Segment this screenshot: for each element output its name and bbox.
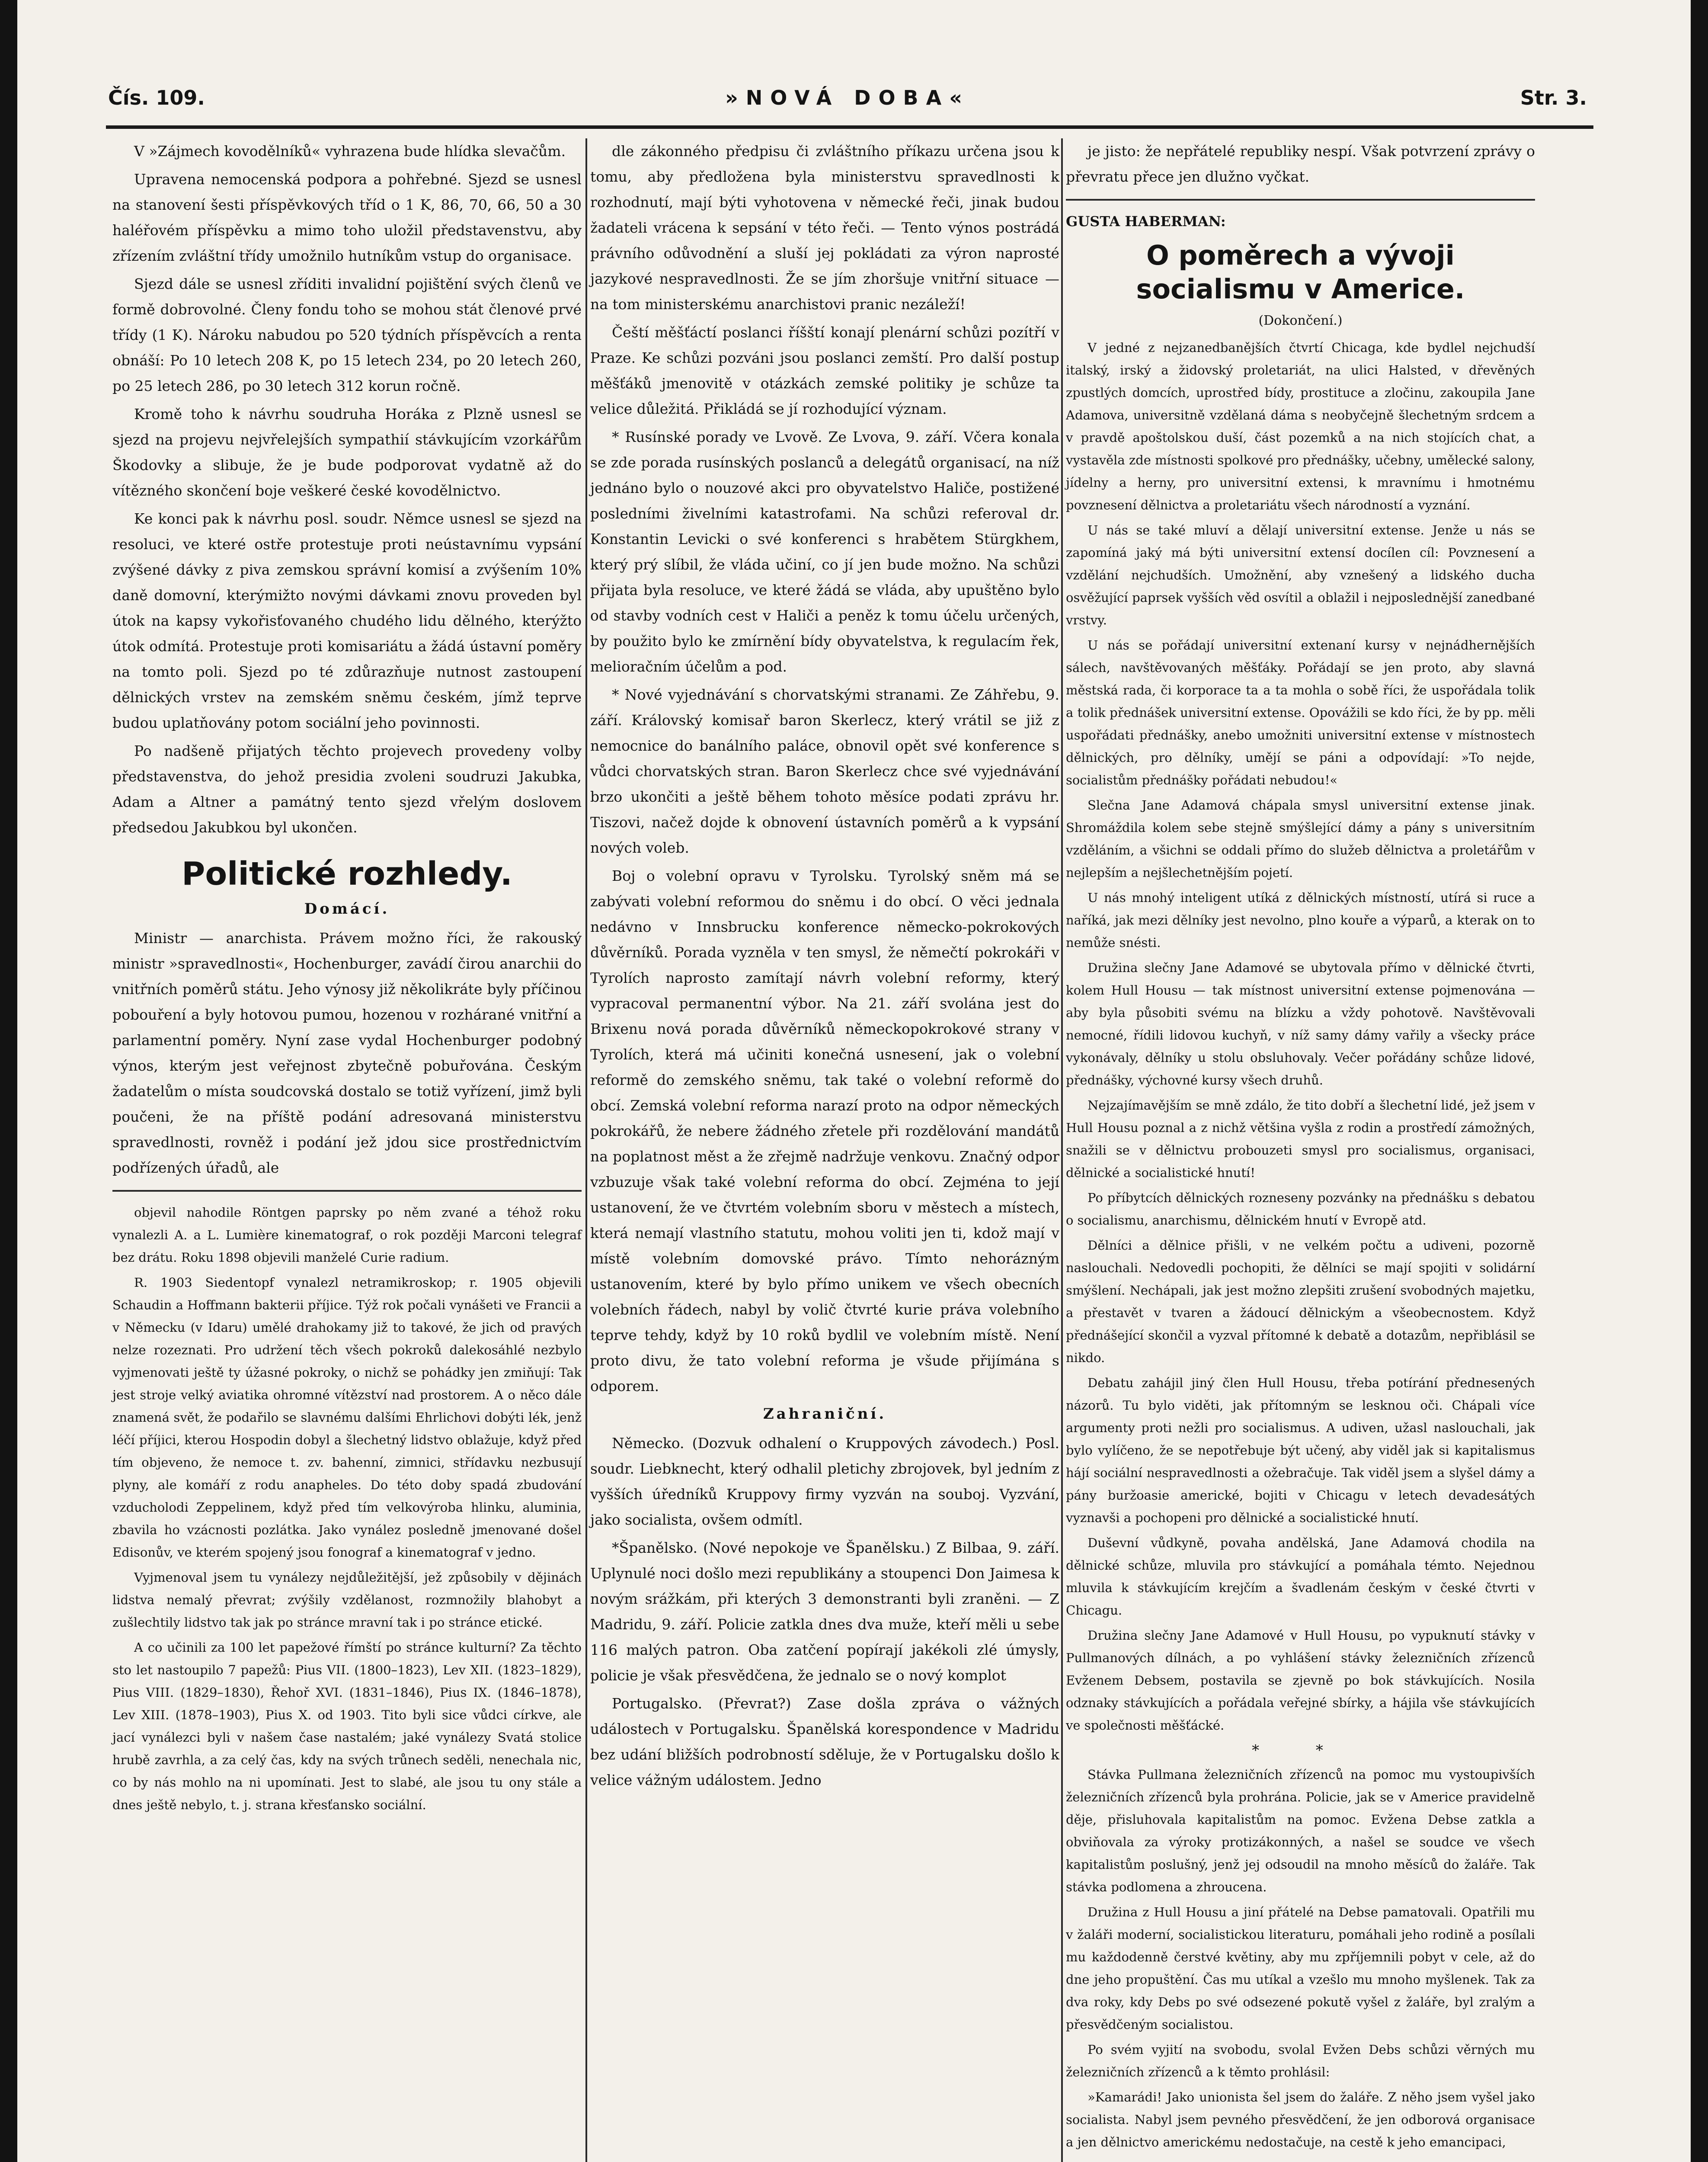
foreign-news-heading: Zahraniční. <box>763 1405 887 1423</box>
section-subtitle: Domácí. <box>304 900 390 918</box>
paragraph: je jisto: že nepřátelé republiky nespí. Však potvrzení zprávy o převratu přece jen dlužno vyčkat. <box>1066 143 1535 185</box>
column-rule-1 <box>585 138 587 2162</box>
article-paragraph: Dělníci a dělnice přišli, v ne velkém počtu a udiveni, pozorně naslouchali. Nedovedli pochopiti, že dělníci se mají spojiti v solidární smýšlení. Nechápali, jak jest možno zlepšiti zrušení svobodných majetku, a přestavět v tvaren a žádoucí dělnickým a všeobecnostem. Když přednášející skončil a vyzval přítomné k debatě a dotazům, nepřiblásil se nikdo. <box>1066 1238 1535 1365</box>
article-paragraph: Stávka Pullmana železničních zřízenců na pomoc mu vystoupivších železničních zřízenců byla prohrána. Policie, jak se v Americe pravidelně děje, přisluhovala kapitalistům na pomoc. Evžena Debse zatkla a obviňovala za výroky protizákonných, a našel se soudce ve všech kapitalistům poslušný, jenž jej odsoudil na mnoho měsíců do žaláře. Tak stávka podlomena a zhroucena. <box>1066 1767 1535 1894</box>
author-byline: GUSTA HABERMAN: <box>1066 213 1226 230</box>
paragraph: Portugalsko. (Převrat?) Zase došla zpráva o vážných událostech v Portugalsku. Španělská korespondence v Madridu bez udání bližších podrobností sděluje, že v Portugalsku došlo k velice vážným událostem. Jedno <box>590 1695 1059 1788</box>
section-separator-stars: * * <box>1252 1742 1349 1759</box>
article-paragraph: Debatu zahájil jiný člen Hull Housu, třeba potírání přednesených názorů. Tu bylo viděti, jak přítomným se lesknou oči. Chápali více argumenty proti nežli pro socialismus. A udiven, užasl naslouchali, jak bylo vylíčeno, že se nepotřebuje být učený, aby viděl jak si kapitalismus hájí sociální nespravedlnosti a ožebračuje. Tak viděl jsem a slyšel dámy a pány buržoasie americké, bojiti v Chicagu v letech devadesátých vyznavši a pochopeni pro dělnické a socialistické hnutí. <box>1066 1375 1535 1525</box>
issue-number: Čís. 109. <box>108 86 205 109</box>
column-3 <box>1066 138 1535 2156</box>
article-paragraph: U nás se pořádají universitní extenaní kursy v nejnádhernějších sálech, navštěvovaných měšťáky. Pořádají se jen proto, aby slavná městská rada, či korporace ta a ta mohla o sobě říci, že uspořádala tolik a tolik přednášek universitní extense. Opovážili se kdo říci, že by pp. měli uspořádati přednášky, anebo umožniti universitní extense v místnostech dělnických, pro dělníky, umějí se páni a odpovídají: »To nejde, socialistům přednášky pořádati nebudou!« <box>1066 638 1535 787</box>
page-number: Str. 3. <box>1520 86 1587 109</box>
article-paragraph: Po svém vyjití na svobodu, svolal Evžen Debs schůzi věrných mu železničních zřízenců a k těmto prohlásil: <box>1066 2042 1535 2079</box>
paragraph: Německo. (Dozvuk odhalení o Kruppových závodech.) Posl. soudr. Liebknecht, který odhalil pletichy zbrojovek, byl jedním z vyšších úředníků Kruppovy firmy vyzván na souboj. Vyzvání, jako socialista, ovšem odmítl. <box>590 1435 1059 1528</box>
article-paragraph: V jedné z nejzanedbanějších čtvrtí Chicaga, kde bydlel nejchudší italský, irský a židovský proletariát, na ulici Halsted, v dřevěných zpustlých domcích, uprostřed bídy, prostituce a zločinu, zakoupila Jane Adamova, universitně vzdělaná dáma s neobyčejně šlechetným srdcem a v pravdě apoštolskou duší, část pozemků a na nich stojících chat, a vystavěla zde místnosti spolkové pro přednášky, učebny, umělecké salony, jídelny a herny, pro universitní extensi, k mravnímu i hmotnému povznesení dělnictva a proletariátu všech národností a vyznání. <box>1066 340 1535 512</box>
article-paragraph: Družina slečny Jane Adamové v Hull Housu, po vypuknutí stávky v Pullmanových dílnách, a po vyhlášení stávky železničních zřízenců Evženem Debsem, postavila se zjevně po bok stávkujících. Nosila odznaky stávkujících a pořádala veřejné sbírky, a hájila vše stávkujících ve společnosti měšťácké. <box>1066 1628 1535 1733</box>
article-paragraph: Družina slečny Jane Adamové se ubytovala přímo v dělnické čtvrti, kolem Hull Housu — tak místnost universitní extense pojmenována — aby byla působiti svému na blízku a vždy pohotově. Navštěvovali nemocné, řídili lidovou kuchyň, v níž samy dámy vařily a všecky práce vykonávaly, dělníky u stolu obsluhovaly. Večer pořádány schůze lidové, přednášky, výchovné kursy všech druhů. <box>1066 960 1535 1087</box>
column-rule-2 <box>1061 138 1063 2162</box>
paragraph: V »Zájmech kovodělníků« vyhrazena bude hlídka slevačům. <box>134 143 566 160</box>
paragraph: Ke konci pak k návrhu posl. soudr. Němce usnesl se sjezd na resoluci, ve které ostře protestuje proti neústavnímu vypsání zvýšené dávky z piva zemskou správní komisí a zvýšením 10% daně domovní, kterýmižto novými dávkami znovu proveden byl útok na kapsy vykořisťovaného chudého lidu dělného, kterýžto útok odmítá. Protestuje proti komisariátu a žádá ústavní poměry na tomto poli. Sjezd po té zdůrazňuje nutnost zastoupení dělnických vrstev na zemském sněmu českém, jímž teprve budou uplatňovány potom sociální jeho povinnosti. <box>112 510 582 731</box>
paragraph: * Nové vyjednávání s chorvatskými stranami. Ze Záhřebu, 9. září. Královský komisař baron Skerlecz, který vrátil se již z nemocnice do banálního paláce, obnovil opět své konference s vůdci chorvatských stran. Baron Skerlecz chce své vyjednávání brzo ukončiti a ještě během tohoto měsíce podati zprávu hr. Tiszovi, načež dojde k obnovení ústavních poměrů a k vypsání nových voleb. <box>590 686 1059 856</box>
feuilleton-paragraph: objevil nahodile Röntgen paprsky po něm zvané a téhož roku vynalezli A. a L. Lumière kinematograf, o rok později Marconi telegraf bez drátu. Roku 1898 objevili manželé Curie radium. <box>112 1205 582 1265</box>
article-paragraph: Duševní vůdkyně, povaha andělská, Jane Adamová chodila na dělnické schůze, mluvila pro stávkující a pomáhala témto. Nejednou mluvila k stávkujícím krejčím a švadlenám českým v české čtvrti v Chicagu. <box>1066 1535 1535 1618</box>
masthead-title: »NOVÁ DOBA« <box>725 86 970 109</box>
paragraph: Po nadšeně přijatých těchto projevech provedeny volby představenstva, do jehož presidia zvoleni soudruzi Jakubka, Adam a Altner a památný tento sjezd vřelým doslovem předsedou Jakubkou byl ukončen. <box>112 742 582 836</box>
column-1 <box>112 138 582 1819</box>
feuilleton-paragraph: Vyjmenoval jsem tu vynálezy nejdůležitější, jež způsobily v dějinách lidstva nemalý převrat; zvýšily vzdělanost, rozmnožily blahobyt a zušlechtily lidstvo tak jak po stránce mravní tak i po stránce etické. <box>112 1570 582 1630</box>
column-divider <box>112 1190 582 1192</box>
paragraph: Boj o volební opravu v Tyrolsku. Tyrolský sněm má se zabývati volební reformou do sněmu i do obcí. O věci jednala nedávno v Innsbrucku konference německo-pokrokových důvěrníků. Porada vyzněla v ten smysl, že němečtí pokrokáři v Tyrolích naprosto zamítají návrh volební reformy, který vypracoval permanentní výbor. Na 21. září svolána jest do Brixenu nová porada důvěrníků německopokrokové strany v Tyrolích, která má učiniti konečná usnesení, jak o volební reformě do zemského sněmu, tak také o volební reformě do obcí. Zemská volební reforma narazí proto na odpor německých pokrokářů, že nebere žádného zřetele při rozdělování mandátů na poplatnost měst a že zřejmě nadržuje venkovu. Značný odpor vzbuzuje však také volební reforma do obcí. Zejména to její ustanovení, že ve čtvrtém volebním sboru v městech a místech, která nemají vlastního statutu, mohou voliti jen ti, kdož mají v místě volebním domovské právo. Tímto nehorázným ustanovením, které by bylo přímo unikem ve všech obecních volebních řádech, nabyl by volič čtvrté kurie práva volebního teprve tehdy, když by 10 roků bydlil ve volebním místě. Není proto divu, že tato volební reforma je všude přijímána s odporem. <box>590 867 1059 1394</box>
paragraph: Upravena nemocenská podpora a pohřebné. Sjezd se usnesl na stanovení šesti příspěvkových tříd o 1 K, 86, 70, 66, 50 a 30 haléřovém příspěvku a mimo toho uložil představenstvu, aby zřízením zvláštní třídy umožnilo hutníkům vstup do organisace. <box>112 171 582 264</box>
article-continued: (Dokončení.) <box>1258 313 1343 328</box>
column-2 <box>590 138 1059 1795</box>
paragraph: Ministr — anarchista. Právem možno říci, že rakouský ministr »spravedlnosti«, Hochenburger, zavádí čirou anarchii do vnitřních poměrů státu. Jeho výnosy již několikráte byly příčinou pobouření a byly hotovou pumou, hozenou v rozhárané vnitřní a parlamentní poměry. Nyní zase vydal Hochenburger podobný výnos, kterým jest veřejnost zbytečně pobuřována. Českým žadatelům o místa soudcovská dostalo se totiž vyřízení, jimž byli poučeni, že na příště podání adresovaná ministerstvu spravedlnosti, rovněž i podání jež jdou sice prostřednictvím podřízených úřadů, ale <box>112 930 582 1176</box>
paragraph: dle zákonného předpisu či zvláštního příkazu určena jsou k tomu, aby předložena byla ministerstvu spravedlnosti k rozhodnutí, mají býti vyhotovena v německé řeči, jinak budou žadateli vrácena k sepsání v této řeči. — Tento výnos postrádá právního odůvodnění a sluší jej pokládati za výron naprosté jazykové nespravedlnosti. Že se jím zhoršuje vnitřní situace — na tom ministerskému anarchistovi pranic nezáleží! <box>590 143 1059 313</box>
feuilleton-paragraph: A co učinili za 100 let papežové římští po stránce kulturní? Za těchto sto let nastoupilo 7 papežů: Pius VII. (1800–1823), Lev XII. (1823–1829), Pius VIII. (1829–1830), Řehoř XVI. (1831–1846), Pius IX. (1846–1878), Lev XIII. (1878–1903), Pius X. od 1903. Tito byli sice vůdci církve, ale jací vynálezci byli v našem čase nastalém; jaké vynálezy Svatá stolice hrubě zavrhla, a za celý čas, kdy na svých trůnech seděli, nenechala nic, co by nás mohlo na ni upomínati. Jest to slabé, ale jsou tu ony stále a dnes ještě nebylo, t. j. strana křesťansko sociální. <box>112 1640 582 1812</box>
feuilleton-paragraph: R. 1903 Siedentopf vynalezl netramikroskop; r. 1905 objevili Schaudin a Hoffmann bakterii příjice. Týž rok počali vynášeti ve Francii a v Německu (v Idaru) umělé drahokamy již to takové, že jich od pravých nelze rozeznati. Pro udržení těch všech pokroků dalekosáhlé nezbylo vyjmenovati ještě ty úžasné pokroky, o nichž se pohádky jen zmiňují: Tak jest stroje velký aviatika ohromné vítězství nad prostorem. A o něco dále znamená svět, že podařilo se slavnému dalšími Ehrlichovi dobýti lék, jenž léčí příjici, kterou Hospodin dobyl a šlechetný lidstvo oblažuje, když před tím objeveno, že nemoce t. zv. bahenní, zimnici, střídavku nezbusují plyny, ale komáří z rodu anapheles. Do této doby spadá zbudování vzducholodi Zeppelinem, když před tím velkovýroba hlinku, aluminia, zbavila ho vzácnosti pozlátka. Jako vynález posledně jmenované došel Edisonův, ve kterém spojený jsou fonograf a kinematograf v jedno. <box>112 1275 582 1560</box>
article-paragraph: U nás se také mluví a dělají universitní extense. Jenže u nás se zapomíná jaký má býti universitní extensí docílen cíl: Povznesení a vzdělání nejchudších. Umožnění, aby vznešený a lidského ducha osvěžující paprsek vyšších věd osvítil a oblažil i nejposlednější zanedbané vrstvy. <box>1066 523 1535 627</box>
article-paragraph: Po příbytcích dělnických rozneseny pozvánky na přednášku s debatou o socialismu, anarchismu, dělnickém hnutí v Evropě atd. <box>1066 1190 1535 1228</box>
page-header <box>108 80 1587 115</box>
paragraph: Čeští měšťáctí poslanci říšští konají plenární schůzi pozítří v Praze. Ke schůzi pozváni jsou poslanci zemští. Pro další postup měšťáků jmenovitě v otázkách zemské politiky je schůze ta velice důležitá. Přikládá se jí rozhodující význam. <box>590 324 1059 417</box>
paragraph: Sjezd dále se usnesl zříditi invalidní pojištění svých členů ve formě dobrovolné. Členy fondu toho se mohou stát členové prvé třídy (1 K). Nároku nabudou po 520 týdních příspěvcích a renta obnáší: Po 10 letech 208 K, po 15 letech 234, po 20 letech 260, po 25 letech 286, po 30 letech 312 korun ročně. <box>112 275 582 394</box>
paragraph: * Rusínské porady ve Lvově. Ze Lvova, 9. září. Včera konala se zde porada rusínských poslanců a delegátů organisací, na níž jednáno bylo o nouzové akci pro obyvatelstvo Haliče, postižené posledními živelními katastrofami. Na schůzi referoval dr. Konstantin Levicki o své konferenci s hrabětem Stürgkhem, který prý slíbil, že vláda učiní, co jí jen bude možno. Na schůzi přijata byla resoluce, ve které žádá se vláda, aby upuštěno bylo od stavby vodních cest v Haliči a peněz k tomu účelu určených, by použito bylo ke zmírnění bídy obyvatelstva, k regulacím řek, melioračním účelům a pod. <box>590 429 1059 675</box>
article-title: O poměrech a vývoji socialismu v Americe. <box>1136 240 1465 305</box>
section-title: Politické rozhledy. <box>182 855 512 892</box>
article-paragraph: »Kamarádi! Jako unionista šel jsem do žaláře. Z něho jsem vyšel jako socialista. Nabyl jsem pevného přesvědčení, že jen odborová organisace a jen dělnictvo americkému nedostačuje, na cestě k jeho emancipaci, <box>1066 2090 1535 2149</box>
column-divider <box>1066 199 1535 201</box>
newspaper-page <box>17 0 1691 2162</box>
paragraph: *Španělsko. (Nové nepokoje ve Španělsku.) Z Bilbaa, 9. září. Uplynulé noci došlo mezi republikány a stoupenci Don Jaimesa k novým srážkám, při kterých 3 demonstranti byli zraněni. — Z Madridu, 9. září. Policie zatkla dnes dva muže, kteří měli u sebe 116 malých patron. Oba zatčení popírají jakékoli zlé úmysly, policie je však přesvědčena, že jednalo se o nový komplot <box>590 1539 1059 1684</box>
article-paragraph: Družina z Hull Housu a jiní přátelé na Debse pamatovali. Opatřili mu v žaláři moderní, socialistickou literaturu, pomáhali jeho rodině a posílali mu každodenně čerstvé květiny, aby mu zpříjemnili pobyt v cele, až do dne jeho propuštění. Čas mu utíkal a vzešlo mu mnoho myšlenek. Tak za dva roky, kdy Debs po své odsezené pokutě vyšel z žaláře, byl zralým a přesvědčeným socialistou. <box>1066 1905 1535 2032</box>
article-paragraph: Nejzajímavějším se mně zdálo, že tito dobří a šlechetní lidé, jež jsem v Hull Housu poznal a z nichž většina vyšla z rodin a prostředí zámožných, snažili se v dělnictvu probouzeti smysl pro socialismus, organisaci, dělnické a socialistické hnutí! <box>1066 1098 1535 1180</box>
header-rule <box>106 125 1593 129</box>
article-paragraph: U nás mnohý inteligent utíká z dělnických místností, utírá si ruce a naříká, jak mezi dělníky jest nevolno, plno kouře a výparů, a kterak on to nemůže snésti. <box>1066 890 1535 950</box>
article-paragraph: Slečna Jane Adamová chápala smysl universitní extense jinak. Shromáždila kolem sebe stejně smýšlející dámy a pány s universitním vzděláním, a všichni se oddali přímo do služeb dělnictva a proletářům v nejlepším a nejšlechetnějším pojetí. <box>1066 798 1535 880</box>
paragraph: Kromě toho k návrhu soudruha Horáka z Plzně usnesl se sjezd na projevu nejvřelejších sympathií stávkujícím vzorkářům Škodovky a slibuje, že je bude podporovat vydatně až do vítězného skončení boje veškeré české kovodělnictvo. <box>112 406 582 499</box>
